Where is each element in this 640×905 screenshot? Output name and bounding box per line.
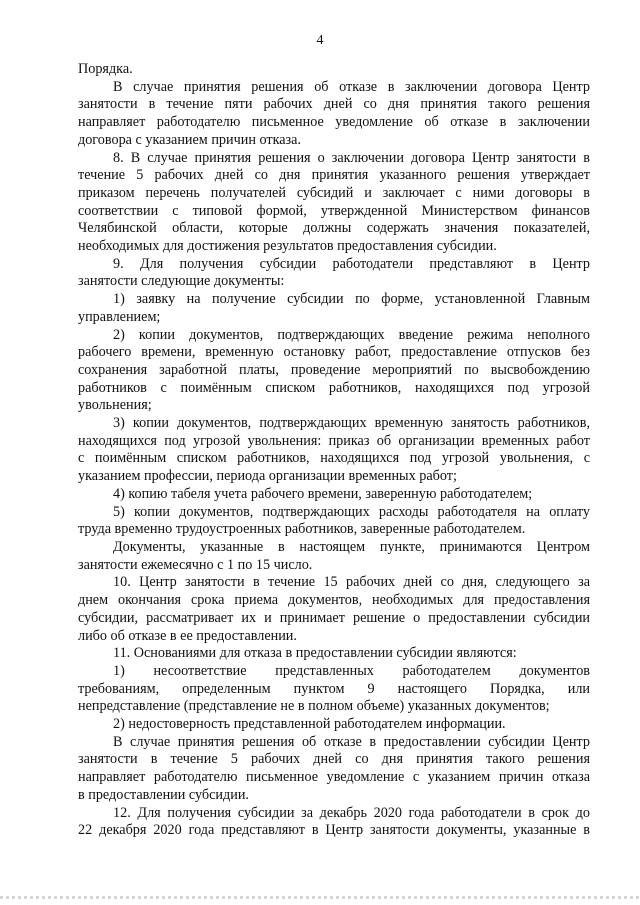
text-line: днем окончания срока приема документов, необходимых для предоставления <box>78 592 590 609</box>
text-line: 3) копии документов, подтверждающих временную занятость работников, <box>113 415 590 432</box>
text-line: субсидии, рассматривает их и принимает решение о предоставлении субсидии <box>78 609 590 626</box>
text-line: требованиям, определенным пунктом 9 настоящего Порядка, или <box>78 680 590 697</box>
text-line: соответствии с типовой формой, утвержденной Министерством финансов <box>78 202 590 219</box>
text-line: занятости в течение 5 рабочих дней со дня принятия такого решения <box>78 751 590 768</box>
text-line: 2) копии документов, подтверждающих введение режима неполного <box>113 326 590 343</box>
text-line: занятости в течение пяти рабочих дней со дня принятия такого решения <box>78 96 590 113</box>
text-line: занятости ежемесячно с 1 по 15 число. <box>78 556 313 573</box>
text-line: 10. Центр занятости в течение 15 рабочих дней со дня, следующего за <box>113 574 590 591</box>
text-line: договора с указанием причин отказа. <box>78 131 302 148</box>
text-line: труда временно трудоустроенных работников, заверенные работодателем. <box>78 521 526 538</box>
text-line: 8. В случае принятия решения о заключении договора Центр занятости в <box>113 149 590 166</box>
text-line: сохранения заработной платы, проведение мероприятий по высвобождению <box>78 361 590 378</box>
text-line: занятости следующие документы: <box>78 273 285 290</box>
text-line: находящихся под угрозой увольнения: приказ об организации временных работ <box>78 432 590 449</box>
text-line: 11. Основаниями для отказа в предоставлении субсидии являются: <box>113 645 517 662</box>
text-line: 1) заявку на получение субсидии по форме, установленной Главным <box>113 291 590 308</box>
text-line: 12. Для получения субсидии за декабрь 2020 года работодатели в срок до <box>113 804 590 821</box>
text-line: приказом перечень получателей субсидий и заключает с ними договоры в <box>78 184 590 201</box>
text-line: В случае принятия решения об отказе в заключении договора Центр <box>113 78 590 95</box>
page-number: 4 <box>316 33 324 48</box>
text-line: необходимых для достижения результатов предоставления субсидии. <box>78 238 497 255</box>
text-line: 2) недостоверность представленной работодателем информации. <box>113 716 506 733</box>
text-line: либо об отказе в ее предоставлении. <box>78 627 297 644</box>
text-line: 4) копию табеля учета рабочего времени, заверенную работодателем; <box>113 485 533 502</box>
text-line: 1) несоответствие представленных работодателем документов <box>113 662 590 679</box>
text-line: непредставление (представление не в полном объеме) указанных документов; <box>78 698 550 715</box>
text-line: в предоставлении субсидии. <box>78 786 249 803</box>
text-line: Документы, указанные в настоящем пункте, принимаются Центром <box>113 538 590 555</box>
text-line: 9. Для получения субсидии работодатели представляют в Центр <box>113 255 590 272</box>
text-line: 5) копии документов, подтверждающих расходы работодателя на оплату <box>113 503 590 520</box>
text-line: Челябинской области, которые должны содержать значения показателей, <box>78 220 590 237</box>
text-line: В случае принятия решения об отказе в предоставлении субсидии Центр <box>113 733 590 750</box>
text-line: рабочего времени, временную остановку работ, предоставление отпусков без <box>78 344 590 361</box>
text-line: течение 5 рабочих дней со дня принятия указанного решения утверждает <box>78 167 590 184</box>
text-line: с поимённым списком работников, находящихся под угрозой увольнения, с <box>78 450 590 467</box>
document-body <box>78 61 590 840</box>
text-line: работников с поимённым списком работников, находящихся под угрозой <box>78 379 590 396</box>
text-line: 22 декабря 2020 года представляют в Центр занятости документы, указанные в <box>78 822 590 839</box>
text-line: Порядка. <box>78 61 133 77</box>
scan-edge-artifact <box>0 896 640 899</box>
text-line: направляет работодателю письменное уведомление об отказе в заключении <box>78 114 590 131</box>
text-line: указанием профессии, периода организации временных работ; <box>78 468 457 485</box>
text-line: управлением; <box>78 308 161 325</box>
text-line: направляет работодателю письменное уведомление с указанием причин отказа <box>78 769 590 786</box>
text-line: увольнения; <box>78 397 152 414</box>
